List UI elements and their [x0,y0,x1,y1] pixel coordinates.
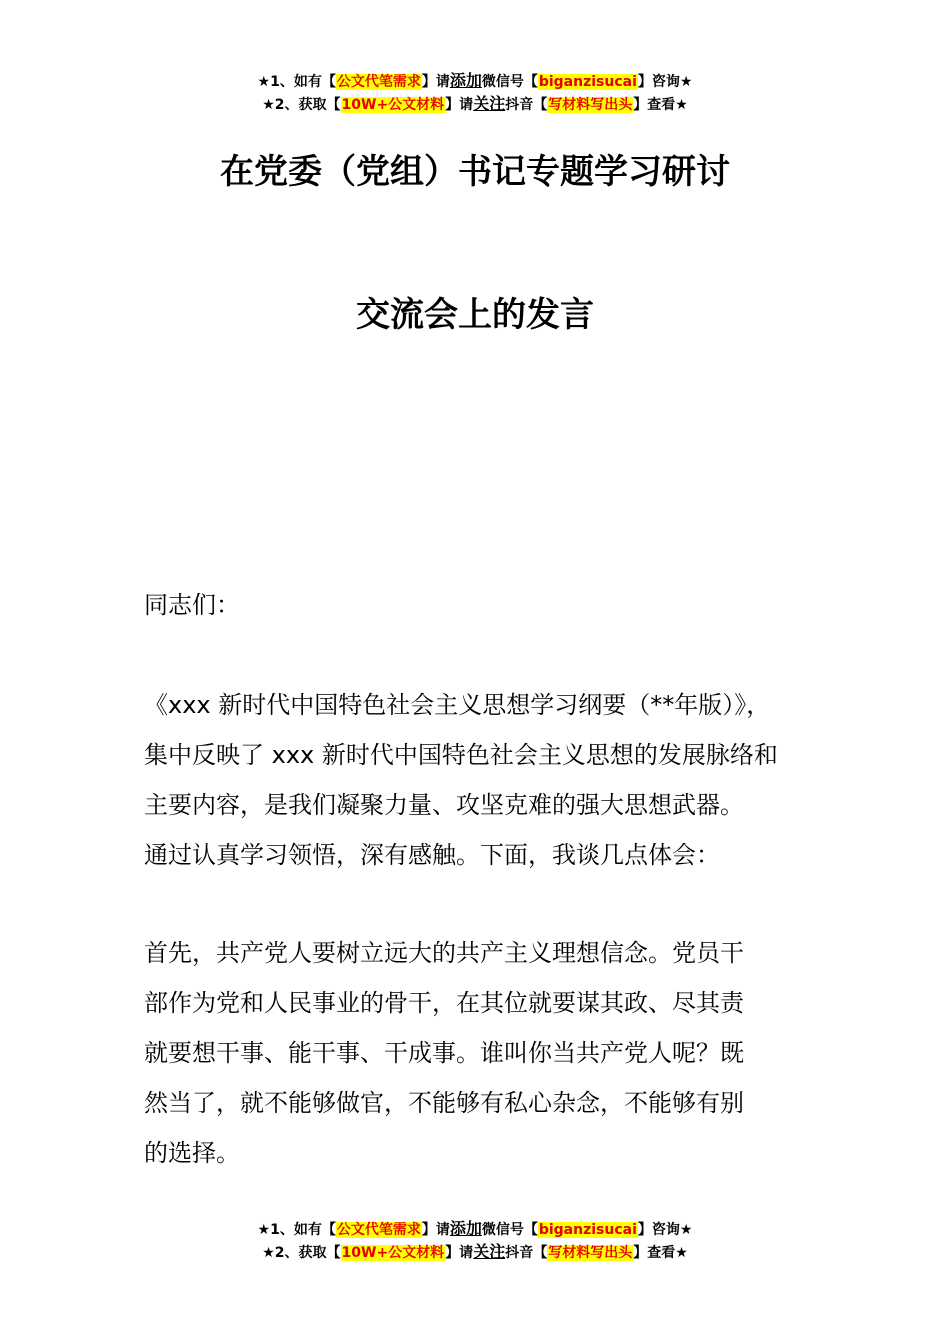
text-line: 《xxx 新时代中国特色社会主义思想学习纲要（**年版）》， [144,691,771,719]
document-title-line-1: 在党委（党组）书记专题学习研讨 [220,152,730,192]
highlight-service: 公文代笔需求 [336,1222,421,1238]
promo-line-2: ★2、获取【10W+公文材料】请关注抖音【写材料写出头】查看★ [262,94,688,113]
highlight-service: 公文代笔需求 [336,74,421,90]
emphasis-follow: 关注 [473,94,506,113]
text-line: 通过认真学习领悟，深有感触。下面，我谈几点体会： [144,841,720,869]
text-line: 然当了，就不能够做官，不能够有私心杂念，不能够有别 [144,1089,744,1117]
paragraph-intro [144,680,816,880]
text-line: 主要内容，是我们凝聚力量、攻坚克难的强大思想武器。 [144,791,744,819]
highlight-douyin: 写材料写出头 [548,1245,633,1261]
emphasis-add: 添加 [449,71,482,90]
text-line: 集中反映了 xxx 新时代中国特色社会主义思想的发展脉络和 [144,741,778,769]
highlight-wechat-id: biganzisucai [538,1222,637,1238]
emphasis-add: 添加 [449,1219,482,1238]
promo-line-1: ★1、如有【公文代笔需求】请添加微信号【biganzisucai】咨询★ [257,71,693,90]
text-line: 就要想干事、能干事、干成事。谁叫你当共产党人呢？既 [144,1039,744,1067]
text-line: 的选择。 [144,1139,240,1167]
salutation: 同志们： [144,591,240,619]
promo-line-1: ★1、如有【公文代笔需求】请添加微信号【biganzisucai】咨询★ [257,1219,693,1238]
text-line: 部作为党和人民事业的骨干，在其位就要谋其政、尽其责 [144,989,744,1017]
text-line: 首先，共产党人要树立远大的共产主义理想信念。党员干 [144,939,744,967]
highlight-materials: 10W+公文材料 [341,1245,445,1261]
emphasis-follow: 关注 [473,1242,506,1261]
promo-banner-bottom [0,1218,950,1264]
highlight-wechat-id: biganzisucai [538,74,637,90]
paragraph-first-point [144,928,816,1178]
document-title-line-2: 交流会上的发言 [356,295,594,335]
highlight-materials: 10W+公文材料 [341,97,445,113]
promo-banner-top [0,70,950,116]
promo-line-2: ★2、获取【10W+公文材料】请关注抖音【写材料写出头】查看★ [262,1242,688,1261]
highlight-douyin: 写材料写出头 [548,97,633,113]
